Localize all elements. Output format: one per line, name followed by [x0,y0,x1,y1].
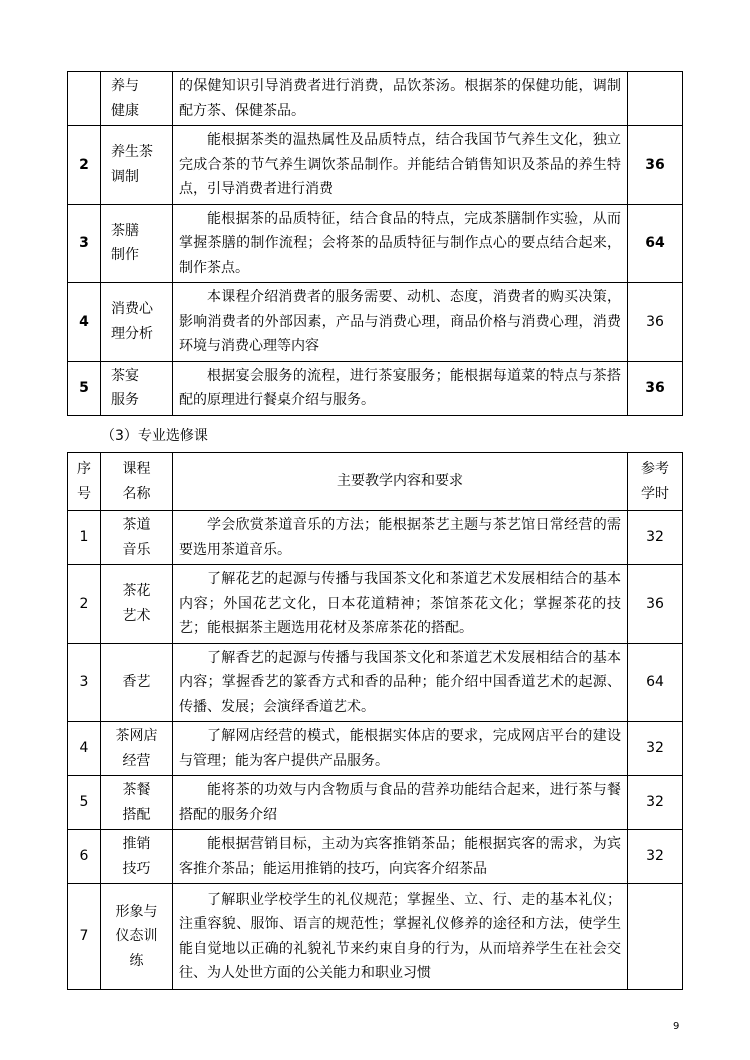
course-name: 茶宴 服务 [101,361,173,415]
course-number: 3 [68,204,101,283]
table-row [68,283,683,362]
course-hours: 32 [628,830,683,884]
table-row [68,722,683,776]
table-row [68,361,683,415]
course-number: 3 [68,643,101,722]
course-description: 了解花艺的起源与传播与我国茶文化和茶道艺术发展相结合的基本内容；外国花艺文化，日本花道精神；茶馆茶花文化；掌握茶花的技艺；能根据茶主题选用花材及茶席茶花的搭配。 [173,565,628,644]
course-hours: 64 [628,643,683,722]
course-number: 5 [68,776,101,830]
course-number: 2 [68,565,101,644]
header-name: 课程 名称 [101,453,173,511]
course-name: 茶花 艺术 [101,565,173,644]
table-row [68,204,683,283]
course-number: 2 [68,126,101,205]
course-number: 5 [68,361,101,415]
course-name: 形象与 仪态训 练 [101,884,173,990]
table-row [68,72,683,126]
course-hours: 32 [628,722,683,776]
course-description: 能将茶的功效与内含物质与食品的营养功能结合起来，进行茶与餐搭配的服务介绍 [173,776,628,830]
course-number: 7 [68,884,101,990]
table-row [68,776,683,830]
course-name: 推销 技巧 [101,830,173,884]
course-hours [628,884,683,990]
table-row [68,643,683,722]
course-description: 能根据营销目标，主动为宾客推销茶品；能根据宾客的需求，为宾客推介茶品；能运用推销的技巧，向宾客介绍茶品 [173,830,628,884]
elective-table-body [68,453,683,990]
course-hours: 36 [628,361,683,415]
course-description: 学会欣赏茶道音乐的方法；能根据茶艺主题与茶艺馆日常经营的需要选用茶道音乐。 [173,511,628,565]
course-number: 4 [68,283,101,362]
table-row [68,884,683,990]
course-description: 了解香艺的起源与传播与我国茶文化和茶道艺术发展相结合的基本内容；掌握香艺的篆香方式和香的品种；能介绍中国香道艺术的起源、传播、发展；会演绎香道艺术。 [173,643,628,722]
course-number: 1 [68,511,101,565]
course-table-continued [67,71,683,416]
course-name: 茶餐 搭配 [101,776,173,830]
table-row [68,126,683,205]
header-desc: 主要教学内容和要求 [173,453,628,511]
course-hours: 36 [628,283,683,362]
course-number: 4 [68,722,101,776]
course-description: 能根据茶类的温热属性及品质特点，结合我国节气养生文化，独立完成合茶的节气养生调饮茶品制作。并能结合销售知识及茶品的养生特点，引导消费者进行消费 [173,126,628,205]
course-number [68,72,101,126]
table-header-row [68,453,683,511]
course-hours: 36 [628,126,683,205]
page-number: 9 [673,1021,680,1032]
course-name: 茶网店 经营 [101,722,173,776]
course-description: 能根据茶的品质特征，结合食品的特点，完成茶膳制作实验，从而掌握茶膳的制作流程；会将茶的品质特征与制作点心的要点结合起来，制作茶点。 [173,204,628,283]
course-name: 养与 健康 [101,72,173,126]
course-name: 茶道 音乐 [101,511,173,565]
course-description: 了解网店经营的模式，能根据实体店的要求，完成网店平台的建设与管理；能为客户提供产品服务。 [173,722,628,776]
table-row [68,830,683,884]
course-description: 根据宴会服务的流程，进行茶宴服务；能根据每道菜的特点与茶搭配的原理进行餐桌介绍与服务。 [173,361,628,415]
elective-course-table [67,452,683,990]
header-no: 序 号 [68,453,101,511]
course-number: 6 [68,830,101,884]
table-row [68,565,683,644]
course-description: 本课程介绍消费者的服务需要、动机、态度，消费者的购买决策，影响消费者的外部因素，产品与消费心理，商品价格与消费心理，消费环境与消费心理等内容 [173,283,628,362]
course-hours: 32 [628,511,683,565]
table-row [68,511,683,565]
section-heading: （3）专业选修课 [101,428,208,444]
course-hours: 36 [628,565,683,644]
course-hours: 64 [628,204,683,283]
course-name: 茶膳 制作 [101,204,173,283]
course-hours: 32 [628,776,683,830]
header-hours: 参考 学时 [628,453,683,511]
course-name: 消费心 理分析 [101,283,173,362]
course-description: 的保健知识引导消费者进行消费，品饮茶汤。根据茶的保健功能，调制配方茶、保健茶品。 [173,72,628,126]
course-name: 香艺 [101,643,173,722]
course-hours [628,72,683,126]
course-table-body [68,72,683,416]
course-name: 养生茶 调制 [101,126,173,205]
course-description: 了解职业学校学生的礼仪规范；掌握坐、立、行、走的基本礼仪；注重容貌、服饰、语言的规范性；掌握礼仪修养的途径和方法，使学生能自觉地以正确的礼貌礼节来约束自身的行为，从而培养学生在社会交往、为人处世方面的公关能力和职业习惯 [173,884,628,990]
